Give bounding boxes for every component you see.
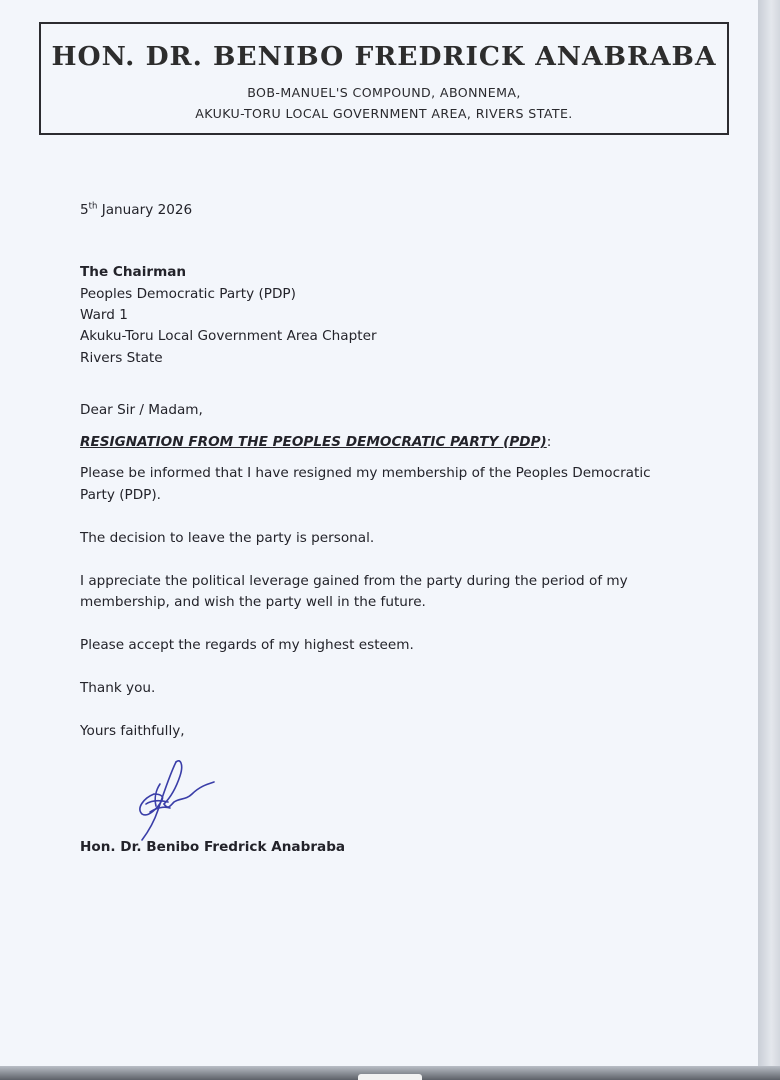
closing: Yours faithfully, (80, 723, 185, 739)
letterhead-box (39, 22, 729, 135)
date-suffix: th (88, 201, 98, 212)
recipient-line-1: Peoples Democratic Party (PDP) (80, 286, 296, 302)
subject-colon: : (546, 434, 552, 450)
scan-right-edge (758, 0, 780, 1080)
letterhead-address-line-2: AKUKU-TORU LOCAL GOVERNMENT AREA, RIVERS STATE. (195, 106, 573, 121)
paragraph-4: Please accept the regards of my highest esteem. (80, 637, 414, 653)
paragraph-3-line-1: I appreciate the political leverage gained from the party during the period of my (80, 573, 628, 589)
signatory-name: Hon. Dr. Benibo Fredrick Anabraba (80, 839, 346, 855)
paragraph-5: Thank you. (80, 680, 156, 696)
letterhead-name: HON. DR. BENIBO FREDRICK ANABRABA (51, 41, 717, 72)
date-rest: January 2026 (97, 202, 193, 218)
recipient-title: The Chairman (80, 264, 187, 280)
recipient-line-4: Rivers State (80, 350, 163, 366)
subject-text: RESIGNATION FROM THE PEOPLES DEMOCRATIC PARTY (PDP) (80, 434, 547, 450)
letter-date (80, 200, 192, 222)
scan-edge-tab (358, 1074, 422, 1080)
paragraph-1-line-2: Party (PDP). (80, 487, 161, 503)
paragraph-1-line-1: Please be informed that I have resigned my membership of the Peoples Democratic (80, 465, 651, 481)
letterhead-address-line-1: BOB-MANUEL'S COMPOUND, ABONNEMA, (247, 85, 521, 100)
paragraph-2: The decision to leave the party is personal. (80, 530, 375, 546)
paragraph-3-line-2: membership, and wish the party well in the future. (80, 594, 426, 610)
recipient-line-2: Ward 1 (80, 307, 128, 323)
subject-line (80, 432, 551, 454)
signature-icon (124, 754, 224, 846)
salutation: Dear Sir / Madam, (80, 402, 203, 418)
date-day: 5 (80, 202, 89, 218)
recipient-line-3: Akuku-Toru Local Government Area Chapter (80, 328, 377, 344)
